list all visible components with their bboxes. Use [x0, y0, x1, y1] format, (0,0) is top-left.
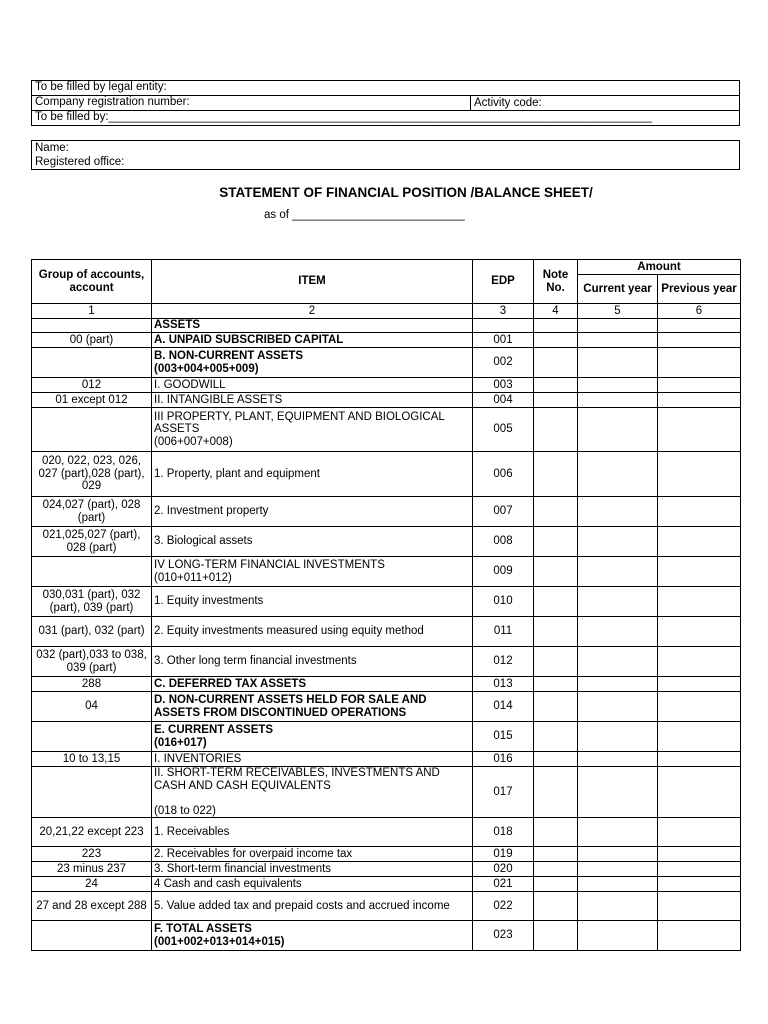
- edp-cell: 022: [473, 892, 534, 921]
- account-cell: 030,031 (part), 032 (part), 039 (part): [32, 587, 152, 617]
- edp-cell: 008: [473, 527, 534, 557]
- table-header: [32, 260, 741, 319]
- account-cell: 288: [32, 677, 152, 692]
- note-cell: [534, 378, 578, 393]
- table-row: [32, 647, 741, 677]
- account-cell: [32, 348, 152, 378]
- item-cell: 4 Cash and cash equivalents: [152, 877, 473, 892]
- edp-cell: 018: [473, 818, 534, 847]
- table-row: [32, 587, 741, 617]
- previous-year-cell: [658, 722, 741, 752]
- table-row: [32, 818, 741, 847]
- edp-cell: 019: [473, 847, 534, 862]
- note-cell: [534, 818, 578, 847]
- note-cell: [534, 877, 578, 892]
- header-current-year: Current year: [578, 275, 658, 304]
- note-cell: [534, 647, 578, 677]
- column-number: 1: [32, 304, 152, 319]
- edp-cell: 015: [473, 722, 534, 752]
- account-cell: [32, 767, 152, 818]
- table-row: [32, 393, 741, 408]
- edp-cell: 001: [473, 333, 534, 348]
- note-cell: [534, 617, 578, 647]
- registration-number-label: Company registration number:: [35, 96, 190, 108]
- previous-year-cell: [658, 647, 741, 677]
- note-cell: [534, 722, 578, 752]
- item-cell: 1. Property, plant and equipment: [152, 452, 473, 497]
- note-cell: [534, 497, 578, 527]
- current-year-cell: [578, 348, 658, 378]
- table-row: [32, 497, 741, 527]
- previous-year-cell: [658, 452, 741, 497]
- previous-year-cell: [658, 692, 741, 722]
- edp-cell: 017: [473, 767, 534, 818]
- item-cell: II. SHORT-TERM RECEIVABLES, INVESTMENTS AND CASH AND CASH EQUIVALENTS (018 to 022): [152, 767, 473, 818]
- table-row: [32, 378, 741, 393]
- current-year-cell: [578, 647, 658, 677]
- edp-cell: 021: [473, 877, 534, 892]
- account-cell: [32, 319, 152, 333]
- current-year-cell: [578, 557, 658, 587]
- item-cell: B. NON-CURRENT ASSETS (003+004+005+009): [152, 348, 473, 378]
- previous-year-cell: [658, 408, 741, 452]
- previous-year-cell: [658, 393, 741, 408]
- header-item: ITEM: [152, 260, 473, 304]
- account-cell: 031 (part), 032 (part): [32, 617, 152, 647]
- registration-row: [32, 96, 739, 111]
- item-cell: 2. Investment property: [152, 497, 473, 527]
- name-label: Name:: [35, 142, 69, 154]
- account-cell: 24: [32, 877, 152, 892]
- item-cell: III PROPERTY, PLANT, EQUIPMENT AND BIOLOGICAL ASSETS (006+007+008): [152, 408, 473, 452]
- current-year-cell: [578, 527, 658, 557]
- item-cell: 1. Equity investments: [152, 587, 473, 617]
- account-cell: 20,21,22 except 223: [32, 818, 152, 847]
- table-row: [32, 892, 741, 921]
- current-year-cell: [578, 408, 658, 452]
- item-cell: A. UNPAID SUBSCRIBED CAPITAL: [152, 333, 473, 348]
- account-cell: 10 to 13,15: [32, 752, 152, 767]
- account-cell: 04: [32, 692, 152, 722]
- header-previous-year: Previous year: [658, 275, 741, 304]
- edp-cell: 003: [473, 378, 534, 393]
- note-cell: [534, 767, 578, 818]
- column-number: 2: [152, 304, 473, 319]
- previous-year-cell: [658, 497, 741, 527]
- table-row: [32, 692, 741, 722]
- column-number: 4: [534, 304, 578, 319]
- filled-by-row: [32, 111, 739, 126]
- note-cell: [534, 452, 578, 497]
- header-amount: Amount: [578, 260, 741, 275]
- item-cell: II. INTANGIBLE ASSETS: [152, 393, 473, 408]
- previous-year-cell: [658, 677, 741, 692]
- note-cell: [534, 847, 578, 862]
- current-year-cell: [578, 452, 658, 497]
- header-note-no: Note No.: [534, 260, 578, 304]
- edp-cell: 010: [473, 587, 534, 617]
- current-year-cell: [578, 892, 658, 921]
- account-cell: 020, 022, 023, 026, 027 (part),028 (part), 029: [32, 452, 152, 497]
- current-year-cell: [578, 378, 658, 393]
- current-year-cell: [578, 677, 658, 692]
- account-cell: 223: [32, 847, 152, 862]
- table-row: [32, 348, 741, 378]
- current-year-cell: [578, 333, 658, 348]
- table-row: [32, 862, 741, 877]
- current-year-cell: [578, 752, 658, 767]
- note-cell: [534, 862, 578, 877]
- item-cell: ASSETS: [152, 319, 473, 333]
- column-number: 5: [578, 304, 658, 319]
- table-row: [32, 333, 741, 348]
- edp-cell: 002: [473, 348, 534, 378]
- edp-cell: 005: [473, 408, 534, 452]
- previous-year-cell: [658, 617, 741, 647]
- note-cell: [534, 348, 578, 378]
- current-year-cell: [578, 497, 658, 527]
- current-year-cell: [578, 692, 658, 722]
- previous-year-cell: [658, 348, 741, 378]
- item-cell: 3. Other long term financial investments: [152, 647, 473, 677]
- previous-year-cell: [658, 333, 741, 348]
- note-cell: [534, 319, 578, 333]
- note-cell: [534, 692, 578, 722]
- previous-year-cell: [658, 767, 741, 818]
- note-cell: [534, 892, 578, 921]
- account-cell: [32, 408, 152, 452]
- item-cell: IV LONG-TERM FINANCIAL INVESTMENTS (010+011+012): [152, 557, 473, 587]
- current-year-cell: [578, 767, 658, 818]
- note-cell: [534, 557, 578, 587]
- note-cell: [534, 677, 578, 692]
- note-cell: [534, 393, 578, 408]
- previous-year-cell: [658, 378, 741, 393]
- balance-sheet-table: [31, 259, 741, 951]
- item-cell: 1. Receivables: [152, 818, 473, 847]
- edp-cell: 020: [473, 862, 534, 877]
- edp-cell: 016: [473, 752, 534, 767]
- table-row: [32, 617, 741, 647]
- table-row: [32, 677, 741, 692]
- table-row: [32, 319, 741, 333]
- account-cell: 012: [32, 378, 152, 393]
- registered-office-label: Registered office:: [35, 156, 125, 168]
- item-cell: I. GOODWILL: [152, 378, 473, 393]
- current-year-cell: [578, 617, 658, 647]
- current-year-cell: [578, 862, 658, 877]
- as-of-line: as of ___________________________: [264, 209, 465, 221]
- table-row: [32, 408, 741, 452]
- edp-cell: 023: [473, 921, 534, 951]
- table-row: [32, 877, 741, 892]
- previous-year-cell: [658, 557, 741, 587]
- account-cell: [32, 921, 152, 951]
- account-cell: 00 (part): [32, 333, 152, 348]
- name-box: [31, 140, 740, 170]
- item-cell: 2. Equity investments measured using equity method: [152, 617, 473, 647]
- current-year-cell: [578, 818, 658, 847]
- item-cell: E. CURRENT ASSETS (016+017): [152, 722, 473, 752]
- legal-entity-label: To be filled by legal entity:: [35, 81, 167, 93]
- edp-cell: 006: [473, 452, 534, 497]
- previous-year-cell: [658, 818, 741, 847]
- account-cell: 021,025,027 (part), 028 (part): [32, 527, 152, 557]
- column-number: 6: [658, 304, 741, 319]
- filled-by-label: To be filled by:_____________________________________________________________________________________: [35, 111, 653, 123]
- header-group-accounts: Group of accounts, account: [32, 260, 152, 304]
- item-cell: F. TOTAL ASSETS (001+002+013+014+015): [152, 921, 473, 951]
- item-cell: 5. Value added tax and prepaid costs and accrued income: [152, 892, 473, 921]
- item-cell: C. DEFERRED TAX ASSETS: [152, 677, 473, 692]
- current-year-cell: [578, 921, 658, 951]
- previous-year-cell: [658, 877, 741, 892]
- account-cell: 032 (part),033 to 038, 039 (part): [32, 647, 152, 677]
- current-year-cell: [578, 393, 658, 408]
- current-year-cell: [578, 722, 658, 752]
- previous-year-cell: [658, 587, 741, 617]
- current-year-cell: [578, 587, 658, 617]
- edp-cell: 007: [473, 497, 534, 527]
- note-cell: [534, 587, 578, 617]
- current-year-cell: [578, 319, 658, 333]
- account-cell: 01 except 012: [32, 393, 152, 408]
- edp-cell: 009: [473, 557, 534, 587]
- item-cell: 3. Biological assets: [152, 527, 473, 557]
- previous-year-cell: [658, 319, 741, 333]
- current-year-cell: [578, 877, 658, 892]
- header-edp: EDP: [473, 260, 534, 304]
- page-title: STATEMENT OF FINANCIAL POSITION /BALANCE SHEET/: [219, 185, 593, 200]
- account-cell: [32, 557, 152, 587]
- previous-year-cell: [658, 892, 741, 921]
- table-row: [32, 752, 741, 767]
- account-cell: 024,027 (part), 028 (part): [32, 497, 152, 527]
- account-cell: [32, 722, 152, 752]
- edp-cell: [473, 319, 534, 333]
- table-body: [32, 319, 741, 951]
- account-cell: 23 minus 237: [32, 862, 152, 877]
- edp-cell: 013: [473, 677, 534, 692]
- note-cell: [534, 527, 578, 557]
- table-row: [32, 767, 741, 818]
- item-cell: 3. Short-term financial investments: [152, 862, 473, 877]
- previous-year-cell: [658, 862, 741, 877]
- table-row: [32, 557, 741, 587]
- edp-cell: 014: [473, 692, 534, 722]
- note-cell: [534, 752, 578, 767]
- legal-entity-row: [32, 81, 739, 96]
- previous-year-cell: [658, 847, 741, 862]
- registration-divider: [470, 96, 471, 110]
- table-row: [32, 722, 741, 752]
- legal-entity-box: [31, 80, 740, 126]
- previous-year-cell: [658, 752, 741, 767]
- column-number-row: [32, 304, 741, 319]
- edp-cell: 004: [473, 393, 534, 408]
- edp-cell: 012: [473, 647, 534, 677]
- current-year-cell: [578, 847, 658, 862]
- table-row: [32, 527, 741, 557]
- account-cell: 27 and 28 except 288: [32, 892, 152, 921]
- item-cell: 2. Receivables for overpaid income tax: [152, 847, 473, 862]
- note-cell: [534, 333, 578, 348]
- edp-cell: 011: [473, 617, 534, 647]
- item-cell: D. NON-CURRENT ASSETS HELD FOR SALE AND ASSETS FROM DISCONTINUED OPERATIONS: [152, 692, 473, 722]
- previous-year-cell: [658, 527, 741, 557]
- table-row: [32, 452, 741, 497]
- activity-code-label: Activity code:: [474, 97, 542, 109]
- column-number: 3: [473, 304, 534, 319]
- table-row: [32, 847, 741, 862]
- item-cell: I. INVENTORIES: [152, 752, 473, 767]
- previous-year-cell: [658, 921, 741, 951]
- table-row: [32, 921, 741, 951]
- note-cell: [534, 921, 578, 951]
- note-cell: [534, 408, 578, 452]
